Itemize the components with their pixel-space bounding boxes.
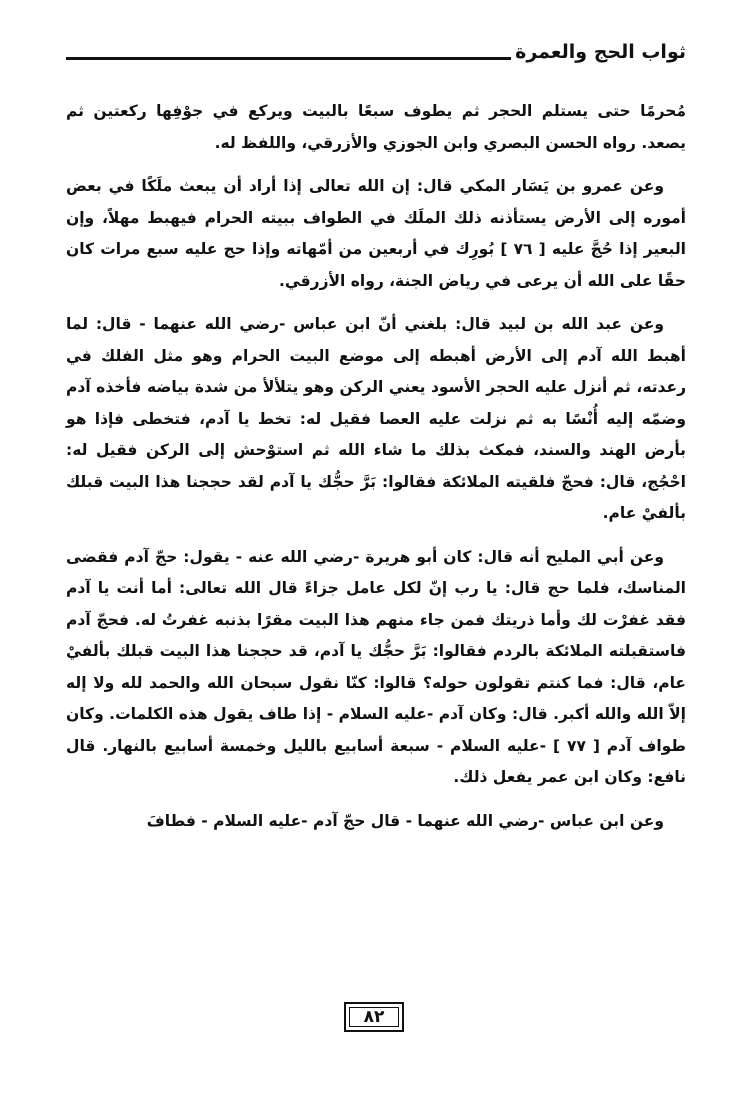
body-text [66, 96, 686, 849]
page-number-frame [344, 1002, 404, 1032]
paragraph: وعن أبي المليح أنه قال: كان أبو هريرة -رضي الله عنه - يقول: حجّ آدم فقضى المناسك، فلما حج قال: يا رب إنّ لكل عامل جزاءً قال الله تعالى: أما أنت يا آدم فقد غفرْت لك وأما ذريتك فمن جاء منهم هذا البيت مقرًا بذنبه غفرتُ له. فحجّ آدم فاستقبلته الملائكة بالردم فقالوا: بَرَّ حجُّك يا آدم، قد حججنا هذا البيت قبلك بألفيْ عام، قال: فما كنتم تقولون حوله؟ قالوا: كنّا نقول سبحان الله والحمد لله ولا إله إلاّ الله والله أكبر. قال: وكان آدم -عليه السلام - إذا طاف يقول هذه الكلمات. وكان طواف آدم [ ٧٧ ] -عليه السلام - سبعة أسابيع بالليل وخمسة أسابيع بالنهار. قال نافع: وكان ابن عمر يفعل ذلك. [66, 547, 686, 786]
paragraph: وعن عمرو بن يَسَار المكي قال: إن الله تعالى إذا أراد أن يبعث ملَكًا في بعض أموره إلى الأرض يستأذنه ذلك الملَك في الطواف ببيته الحرام فيهبط مهلاً، وإن البعير إذا حُجَّ عليه [ ٧٦ ] بُورِك في أربعين من أمّهاته وإذا حج عليه سبع مرات كان حقًا على الله أن يرعى في رياض الجنة، رواه الأزرقي. [66, 177, 686, 290]
page-number: ٨٢ [363, 1007, 385, 1027]
running-header [66, 38, 686, 70]
paragraph: وعن عبد الله بن لبيد قال: بلغني أنّ ابن عباس -رضي الله عنهما - قال: لما أهبط الله آدم إلى الأرض أهبطه إلى موضع البيت الحرام وهو مثل الفلك في رعدته، ثم أنزل عليه الحجر الأسود يعني الركن وهو يتلألأ من شدة بياضه فأخذه آدم وضمّه إليه أُنْسًا به ثم نزلت عليه العصا فقيل له: تخط يا آدم، فتخطى فإذا هو بأرض الهند والسند، فمكث بذلك ما شاء الله ثم استوْحش إلى الركن فقيل له: احْجُج، قال: فحجّ فلقيته الملائكة فقالوا: بَرَّ حجُّك يا آدم لقد حججنا هذا البيت قبلك بألفيْ عام. [66, 315, 686, 522]
paragraph: مُحرمًا حتى يستلم الحجر ثم يطوف سبعًا بالبيت ويركع في جوْفِها ركعتين ثم يصعد. رواه الحسن البصري وابن الجوزي والأزرقي، واللفظ له. [66, 102, 686, 152]
header-rule [66, 57, 511, 60]
paragraph: وعن ابن عباس -رضي الله عنهما - قال حجّ آدم -عليه السلام - فطافَ [146, 811, 664, 830]
running-header-title: ثواب الحج والعمرة [515, 41, 686, 63]
